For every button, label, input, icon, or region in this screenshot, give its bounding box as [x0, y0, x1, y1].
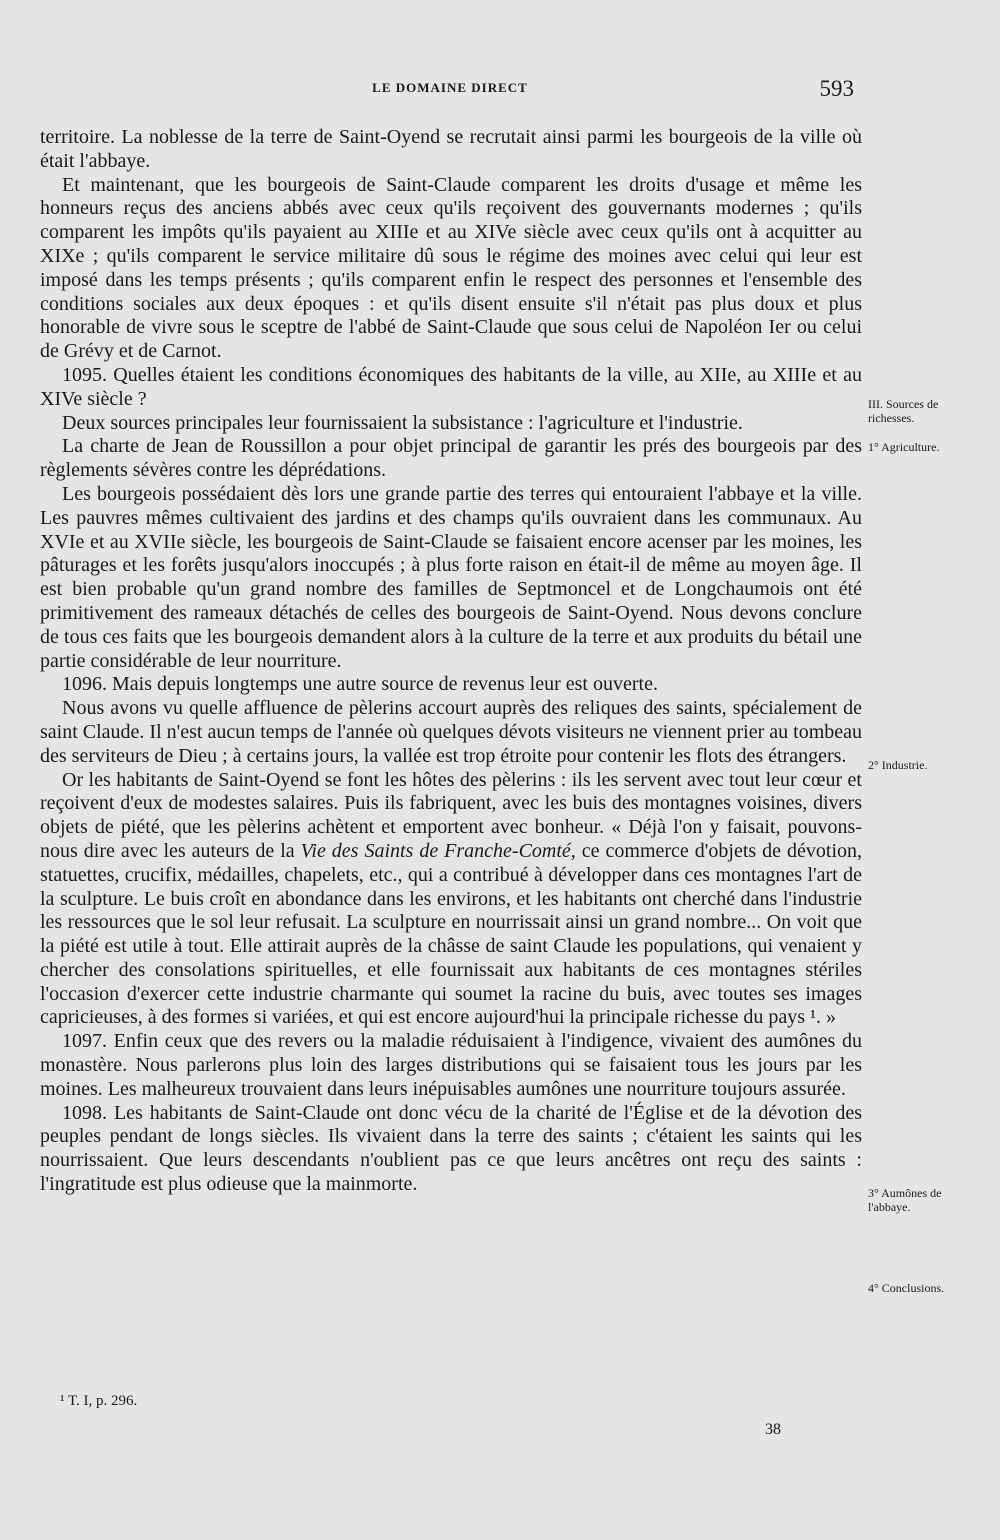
body-text — [40, 126, 862, 1197]
paragraph — [40, 769, 862, 1031]
paragraph-1095: 1095. Quelles étaient les conditions économiques des habitants de la ville, au XIIe, au XIIIe et au XIVe siècle ? — [40, 363, 862, 410]
margin-note-aumones: 3° Aumônes de l'abbaye. — [868, 1186, 942, 1214]
paragraph: Deux sources principales leur fournissaient la subsistance : l'agriculture et l'industrie. — [62, 411, 743, 434]
margin-note-conclusions: 4° Conclusions. — [868, 1281, 945, 1295]
paragraph: Et maintenant, que les bourgeois de Saint-Claude comparent les droits d'usage et même les honneurs reçus des anciens abbés avec ceux qu'ils reçoivent des gouvernants modernes ; qu'ils comparent les impôts qu'ils payaient au XIIIe et au XIVe siècle avec ceux qu'ils ont à acquitter au XIXe ; qu'ils comparent le service militaire dû sous le régime des moines avec celui qui leur est imposé dans les temps présents ; qu'ils comparent enfin le respect des personnes et l'ensemble des conditions sociales aux deux époques : et qu'ils disent ensuite s'il n'était pas plus doux et plus honorable de vivre sous le sceptre de l'abbé de Saint-Claude que sous celui de Napoléon Ier ou celui de Grévy et de Carnot. — [40, 173, 862, 363]
footnote: ¹ T. I, p. 296. — [60, 1393, 138, 1409]
paragraph-1096: 1096. Mais depuis longtemps une autre source de revenus leur est ouverte. — [62, 673, 658, 696]
paragraph: Nous avons vu quelle affluence de pèlerins accourt auprès des reliques des saints, spécialement de saint Claude. Il n'est aucun temps de l'année où quelques dévots visiteurs ne viennent prier au tombeau des serviteurs de Dieu ; à certains jours, la vallée est trop étroite pour contenir les flots des étrangers. — [40, 697, 862, 767]
paragraph: Les bourgeois possédaient dès lors une grande partie des terres qui entouraient l'abbaye et la ville. Les pauvres mêmes cultivaient des jardins et des champs qu'ils ouvraient dans les communaux. Au XVIe et au XVIIe siècle, les bourgeois de Saint-Claude se faisaient encore acenser par les moines, les pâturages et les forêts jusqu'alors inoccupés ; à plus forte raison en était-il de même au moyen âge. Il est bien probable qu'un grand nombre des familles de Septmoncel et de Longchaumois ont été primitivement des rameaux détachés de celles des bourgeois de Saint-Oyend. Nous devons conclure de tous ces faits que les bourgeois demandent alors à la culture de la terre et aux produits du bétail une partie considérable de leur nourriture. — [40, 482, 862, 672]
margin-note-industrie: 2° Industrie. — [868, 758, 928, 772]
text-run: Or les habitants de Saint-Oyend se font les hôtes des pèlerins : ils les servent avec tout leur cœur et reçoivent d'eux de modestes salaires. Puis ils fabriquent, avec les buis des montagnes voisines, divers objets de piété, que les pèlerins achètent et emportent avec bonheur. « Déjà l'on y faisait, pouvons-nous dire avec les auteurs de la — [40, 768, 862, 862]
paragraph: territoire. La noblesse de la terre de Saint-Oyend se recrutait ainsi parmi les bourgeois de la ville où était l'abbaye. — [40, 126, 862, 172]
signature-mark: 38 — [765, 1421, 781, 1438]
text-run: ce commerce d'objets de dévotion, statuettes, crucifix, médailles, chapelets, etc., qui a contribué à développer dans ces montagnes l'art de la sculpture. Le buis croît en abondance dans les environs, et les habitants ont cherché dans l'industrie les ressources que le sol leur refusait. La sculpture en nourrissait ainsi un grand nombre... On voit que la piété est utile à tout. Elle attirait auprès de la châsse de saint Claude les populations, qui venaient y chercher des consolations spirituelles, et elle fournissait aux habitants de ces montagnes stériles l'occasion d'exercer cette industrie charmante qui soumet la racine du buis, avec toutes ses images capricieuses, à des formes si variées, et qui est encore aujourd'hui la principale richesse du pays ¹. » — [40, 839, 862, 1029]
page-number: 593 — [819, 76, 854, 101]
paragraph-1098: 1098. Les habitants de Saint-Claude ont donc vécu de la charité de l'Église et de la dévotion des peuples pendant de longs siècles. Ils vivaient dans la terre des saints ; c'étaient les saints qui les nourrissaient. Que leurs descendants n'oublient pas ce que leurs ancêtres ont reçu des saints : l'ingratitude est plus odieuse que la mainmorte. — [40, 1101, 862, 1196]
page-header — [40, 76, 860, 101]
paragraph-1097: 1097. Enfin ceux que des revers ou la maladie réduisaient à l'indigence, vivaient des aumônes du monastère. Nous parlerons plus loin des larges distributions qui se faisaient tous les jours par les moines. Les malheureux trouvaient dans leurs inépuisables aumônes une nourriture toujours assurée. — [40, 1030, 862, 1100]
margin-note-sources: III. Sources de richesses. — [868, 397, 939, 425]
margin-note-agriculture: 1° Agriculture. — [868, 440, 940, 454]
running-head: LE DOMAINE DIRECT — [372, 80, 528, 95]
paragraph: La charte de Jean de Roussillon a pour objet principal de garantir les prés des bourgeois par des règlements sévères contre les déprédations. — [40, 435, 862, 482]
book-title: Vie des Saints de Franche-Comté, — [300, 839, 576, 862]
